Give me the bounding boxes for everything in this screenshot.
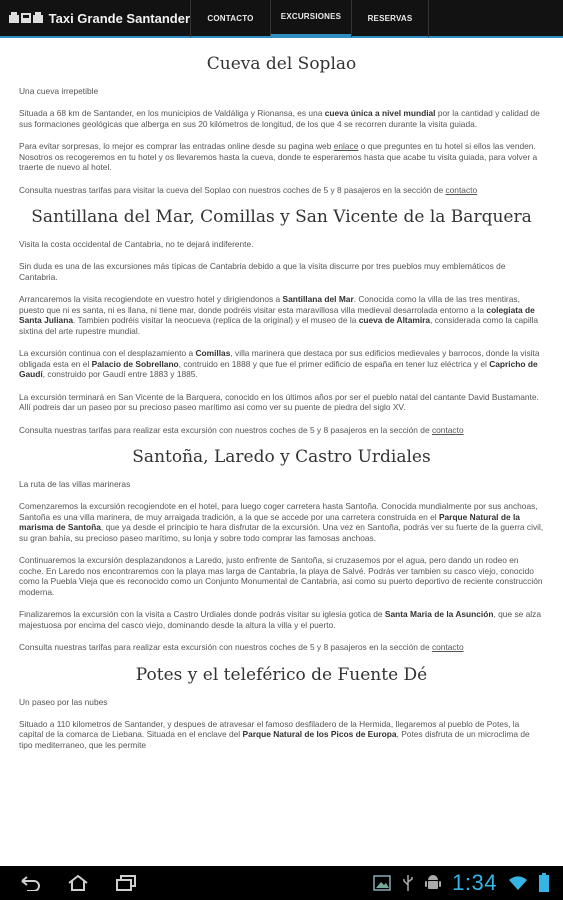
usb-icon bbox=[401, 874, 415, 892]
taxi-logo-icon bbox=[8, 9, 43, 27]
paragraph bbox=[19, 719, 544, 751]
bold-text: cueva de Altamira bbox=[358, 315, 431, 325]
text-run: La excursión continua con el desplazamiento a bbox=[19, 348, 196, 358]
text-run: Situado a 110 kilometros de Santander, y despues de atravesar el famoso desfiladero de la Hermida, llegaremos al pueblo de Potes, la capital de la comarca de Liebana. Situada en el enclave del bbox=[19, 718, 520, 739]
text-run: . Tambien podréis visitar la neocueva (replica de la original) y el museo de la bbox=[73, 315, 359, 325]
contacto-link[interactable]: contacto bbox=[431, 424, 464, 435]
bold-text: Parque Natural de los Picos de Europa bbox=[242, 729, 397, 739]
text-run: , Potes disfruta de un microclima de tipo mediterraneo, que les permite bbox=[19, 729, 530, 750]
section-title: Santoña, Laredo y Castro Urdiales bbox=[132, 447, 431, 467]
paragraph bbox=[19, 425, 544, 436]
section-title: Cueva del Soplao bbox=[206, 54, 357, 74]
text-run: Situada a 68 km de Santander, en los municipios de Valdáliga y Rionansa, es una bbox=[19, 108, 325, 118]
app-title: Taxi Grande Santander bbox=[48, 10, 190, 26]
paragraph bbox=[19, 108, 544, 129]
text-run: , que se alza majestuosa por encima del casco viejo, dominando desde la altura la villa y el puerto. bbox=[19, 609, 541, 630]
battery-icon bbox=[538, 873, 550, 893]
text-run: Consulta nuestras tarifas para realizar esta excursión con nuestros coches de 5 y 8 pasajeros en la sección de bbox=[19, 424, 432, 435]
app-bar bbox=[0, 0, 563, 38]
text-run: , considerada como la capilla sixtina del arte rupestre mundial. bbox=[19, 315, 539, 336]
paragraph bbox=[19, 501, 544, 543]
section-title: Santillana del Mar, Comillas y San Vicente de la Barquera bbox=[31, 207, 532, 227]
tab-contacto[interactable]: CONTACTO bbox=[190, 0, 270, 37]
enlace-link[interactable]: enlace bbox=[333, 141, 359, 151]
status-area[interactable] bbox=[368, 870, 563, 896]
text-run: o que preguntes en tu hotel si ellos las venden. Nosotros os recogeremos en tu hotel y os llevaremos hasta la cueva, donde te esperaremos hasta que acabe tu visita guiada, para volver a traerte de nuevo al hotel. bbox=[19, 141, 538, 172]
recent-apps-icon[interactable] bbox=[106, 866, 146, 900]
section-potes-fuente-de bbox=[19, 653, 544, 751]
paragraph: La excursión terminará en San Vicente de la Barquera, conocido en los últimos años por ser el pueblo natal del cantante David Bustamante. Allí podreis dar un paseo por su precioso paseo marítimo asi como ver su puente de piedra del siglo XV. bbox=[19, 391, 539, 412]
system-navigation-bar bbox=[0, 866, 563, 900]
bold-text: colegiata de Santa Juliana bbox=[19, 304, 535, 325]
tab-excursiones[interactable]: EXCURSIONES bbox=[270, 0, 351, 37]
section-subtitle: La ruta de las villas marineras bbox=[19, 479, 131, 489]
gallery-icon bbox=[373, 875, 391, 891]
section-title: Potes y el teleférico de Fuente Dé bbox=[135, 664, 428, 685]
contacto-link[interactable]: contacto bbox=[431, 642, 464, 652]
section-cueva-del-soplao bbox=[19, 40, 544, 195]
clock: 1:34 bbox=[452, 870, 497, 895]
home-icon[interactable] bbox=[58, 866, 98, 900]
bold-text: Santillana del Mar bbox=[282, 294, 354, 304]
paragraph: Continuaremos la excursión desplazandonos a Laredo, justo enfrente de Santoña, si cruzasemos por el agua, pero dando un rodeo en coche. En Laredo nos encontraremos con la playa mas larga de Cantabria, la playa de Salvé. Podrás ver tambien su casco viejo, conocido como la Puebla Vieja que es reconocido como un Conjunto Monumental de Cantabria, asi como su puerto deportivo de reciente construcción moderna. bbox=[19, 555, 543, 597]
paragraph bbox=[19, 348, 544, 380]
excursions-content[interactable] bbox=[0, 40, 563, 866]
section-subtitle: Una cueva irrepetible bbox=[19, 86, 99, 96]
brand[interactable] bbox=[0, 9, 190, 27]
text-run: Comenzaremos la excursión recogiendote en el hotel, para luego coger carretera hasta Santoña. Conocida mundialmente por sus anchoas, Santoña es una villa marinera, de muy arraigada tradición, a la que se accede por una carretera construida en el bbox=[19, 501, 538, 522]
bold-text: Parque Natural de la marisma de Santoña bbox=[19, 511, 520, 532]
text-run: Para evitar sorpresas, lo mejor es comprar las entradas online desde su pagina web bbox=[19, 141, 334, 151]
android-icon bbox=[425, 874, 441, 892]
main-tabs bbox=[190, 0, 429, 37]
text-run: , villa marinera que destaca por sus edificios medievales y barrocos, donde la visita obligada esta en el bbox=[19, 348, 540, 369]
paragraph bbox=[19, 294, 544, 336]
text-run: , contruido en 1888 y que fue el primer edificio de españa en tener luz eléctrica y el bbox=[178, 358, 490, 369]
text-run: Finalizaremos la excursión con la visita a Castro Urdiales donde podrás visitar su iglesia gotica de bbox=[19, 609, 385, 619]
back-icon[interactable] bbox=[10, 866, 50, 900]
section-santona-laredo-castro bbox=[19, 435, 544, 653]
contacto-link[interactable]: contacto bbox=[445, 184, 478, 195]
text-run: Arrancaremos la visita recogiendote en vuestro hotel y dirigiendonos a bbox=[19, 294, 283, 304]
section-subtitle: Un paseo por las nubes bbox=[19, 696, 108, 707]
tab-reservas[interactable]: RESERVAS bbox=[351, 0, 429, 37]
text-run: Consulta nuestras tarifas para visitar la cueva del Soplao con nuestros coches de 5 y 8 pasajeros en la sección de bbox=[19, 184, 446, 195]
section-subtitle: Visita la costa occidental de Cantabria, no te dejará indiferente. bbox=[19, 239, 254, 249]
bold-text: Palacio de Sobrellano bbox=[91, 358, 179, 369]
bold-text: Capricho de Gaudí bbox=[19, 358, 538, 379]
text-run: . Conocida como la villa de las tres mentiras, puesto que ni es santa, ni es llana, ni tiene mar, donde podréis visitar esta maravillosa villa medieval desarrolada entorno a la bbox=[19, 294, 520, 315]
bold-text: cueva única a nivel mundial bbox=[324, 108, 436, 118]
text-run: por la cantidad y calidad de sus formaciones geológicas que alberga en sus 20 kilómetros de longitud, de los que 4 se recorren durante la visita guiada. bbox=[19, 108, 540, 129]
bold-text: Santa Maria de la Asunción bbox=[384, 609, 494, 619]
wifi-icon bbox=[508, 875, 528, 891]
paragraph bbox=[19, 141, 544, 173]
paragraph bbox=[19, 609, 544, 630]
text-run: , que ya desde el principio te hara disfrutar de la excursión. Una vez en Santoña, podrás ver su fuerte de la guerra civil, su gran bahía, su precioso paseo marítimo, su lonja y sobre todo comprar las famosas anchoas. bbox=[19, 522, 544, 543]
text-run: Consulta nuestras tarifas para realizar esta excursión con nuestros coches de 5 y 8 pasajeros en la sección de bbox=[19, 642, 432, 652]
bold-text: Comillas bbox=[195, 348, 231, 358]
paragraph: Sin duda es una de las excursiones más típicas de Cantabria debido a que la visita discurre por tres pueblos muy emblemáticos de Cantabria. bbox=[19, 261, 506, 282]
paragraph bbox=[19, 185, 544, 196]
paragraph bbox=[19, 642, 544, 653]
text-run: , construido por Gaudí entre 1883 y 1885. bbox=[42, 369, 198, 379]
section-santillana bbox=[19, 195, 544, 435]
